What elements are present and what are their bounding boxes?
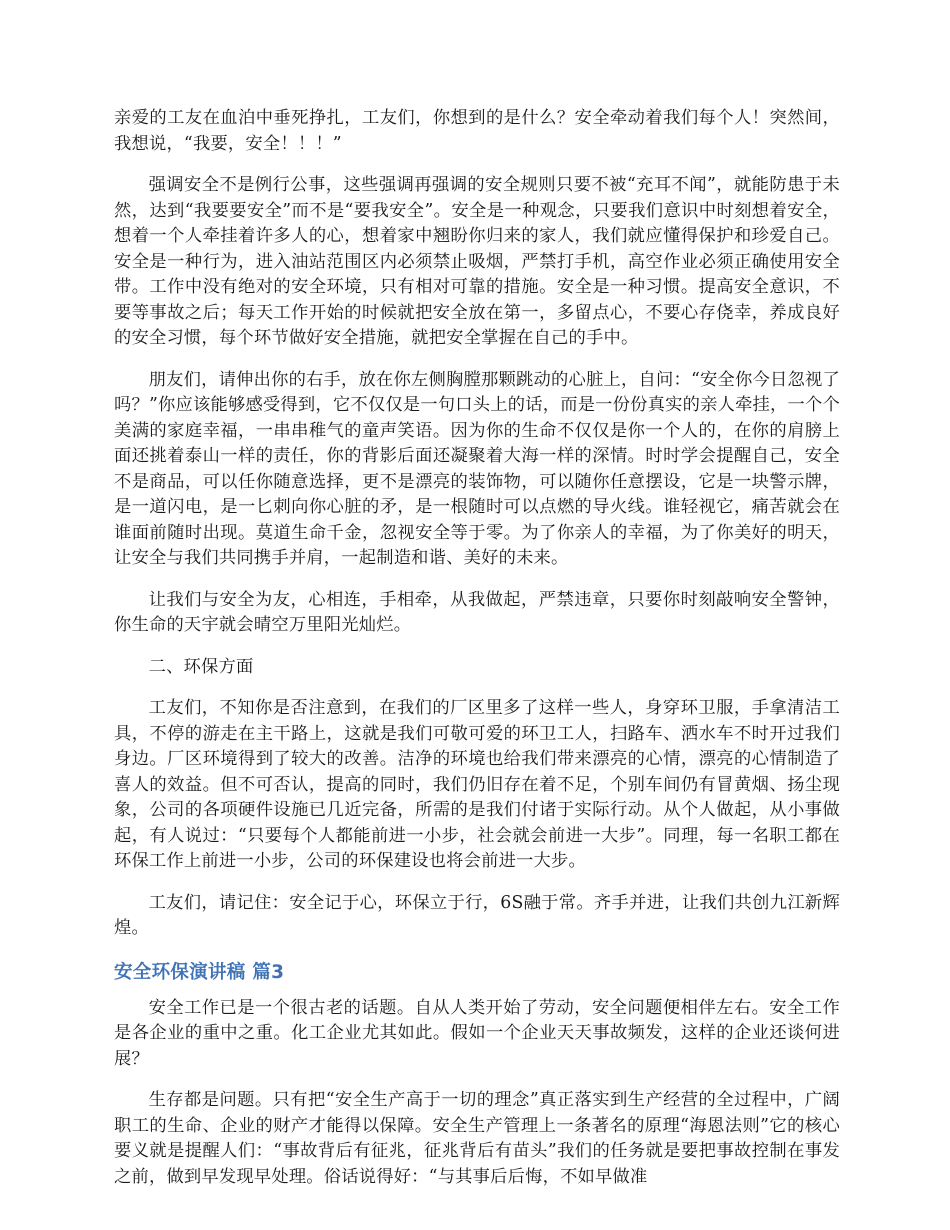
paragraph-environment: 工友们，不知你是否注意到，在我们的厂区里多了这样一些人，身穿环卫服，手拿清洁工具，不停的游走在主干路上，这就是我们可敬可爱的环卫工人，扫路车、洒水车不时开过我们身边。厂区环境得到了较大的改善。洁净的环境也给我们带来漂亮的心情，漂亮的心情制造了喜人的效益。但不可否认，提高的同时，我们仍旧存在着不足，个别车间仍有冒黄烟、扬尘现象，公司的各项硬件设施已几近完备，所需的是我们付诸于实际行动。从个人做起，从小事做起，有人说过：“只要每个人都能前进一小步，社会就会前进一大步”。同理，每一名职工都在环保工作上前进一小步，公司的环保建设也将会前进一大步。 [114, 698, 840, 871]
document-page [114, 106, 840, 1206]
paragraph-old-topic: 安全工作已是一个很古老的话题。自从人类开始了劳动，安全问题便相伴左右。安全工作是各企业的重中之重。化工企业尤其如此。假如一个企业天天事故频发，这样的企业还谈何进展？ [114, 997, 840, 1069]
section-heading: 安全环保演讲稿 篇3 [114, 961, 285, 983]
paragraph-friends-with-safety: 让我们与安全为友，心相连，手相牵，从我做起，严禁违章，只要你时刻敲响安全警钟，你生命的天宇就会晴空万里阳光灿烂。 [114, 589, 840, 635]
paragraph-continuation: 亲爱的工友在血泊中垂死挣扎，工友们，你想到的是什么？安全牵动着我们每个人！突然间，我想说，“我要，安全！！！” [114, 108, 840, 154]
paragraph-survival: 生存都是问题。只有把“安全生产高于一切的理念”真正落实到生产经营的全过程中，广阔职工的生命、企业的财产才能得以保障。安全生产管理上一条著名的原理“海恩法则”它的核心要义就是提醒人们：“事故背后有征兆，征兆背后有苗头”我们的任务就是要把事故控制在事发之前，做到早发现早处理。俗话说得好：“与其事后后悔，不如早做准 [114, 1090, 840, 1187]
paragraph-right-hand: 朋友们，请伸出你的右手，放在你左侧胸膛那颗跳动的心脏上，自问：“安全你今日忽视了吗？”你应该能够感受得到，它不仅仅是一句口头上的话，而是一份份真实的亲人牵挂，一个个美满的家庭幸福，一串串稚气的童声笑语。因为你的生命不仅仅是你一个人的，在你的肩膀上面还挑着泰山一样的责任，你的背影后面还凝聚着大海一样的深情。时时学会提醒自己，安全不是商品，可以任你随意选择，更不是漂亮的装饰物，可以随你任意摆设，它是一块警示牌，是一道闪电，是一匕刺向你心脏的矛，是一根随时可以点燃的导火线。谁轻视它，痛苦就会在谁面前随时出现。莫道生命千金，忽视安全等于零。为了你亲人的幸福，为了你美好的明天，让安全与我们共同携手并肩，一起制造和谐、美好的未来。 [114, 369, 840, 568]
paragraph-remember: 工友们，请记住：安全记于心，环保立于行，6S融于常。齐手并进，让我们共创九江新辉煌。 [114, 892, 840, 938]
subheading-environment: 二、环保方面 [148, 656, 254, 677]
paragraph-safety-emphasis: 强调安全不是例行公事，这些强调再强调的安全规则只要不被“充耳不闻”，就能防患于未然，达到“我要要安全”而不是“要我安全”。安全是一种观念，只要我们意识中时刻想着安全，想着一个人牵挂着许多人的心，想着家中翘盼你归来的家人，我们就应懂得保护和珍爱自己。安全是一种行为，进入油站范围区内必须禁止吸烟，严禁打手机，高空作业必须正确使用安全带。工作中没有绝对的安全环境，只有相对可靠的措施。安全是一种习惯。提高安全意识，不要等事故之后；每天工作开始的时候就把安全放在第一，多留点心，不要心存侥幸，养成良好的安全习惯，每个环节做好安全措施，就把安全掌握在自己的手中。 [114, 175, 840, 348]
